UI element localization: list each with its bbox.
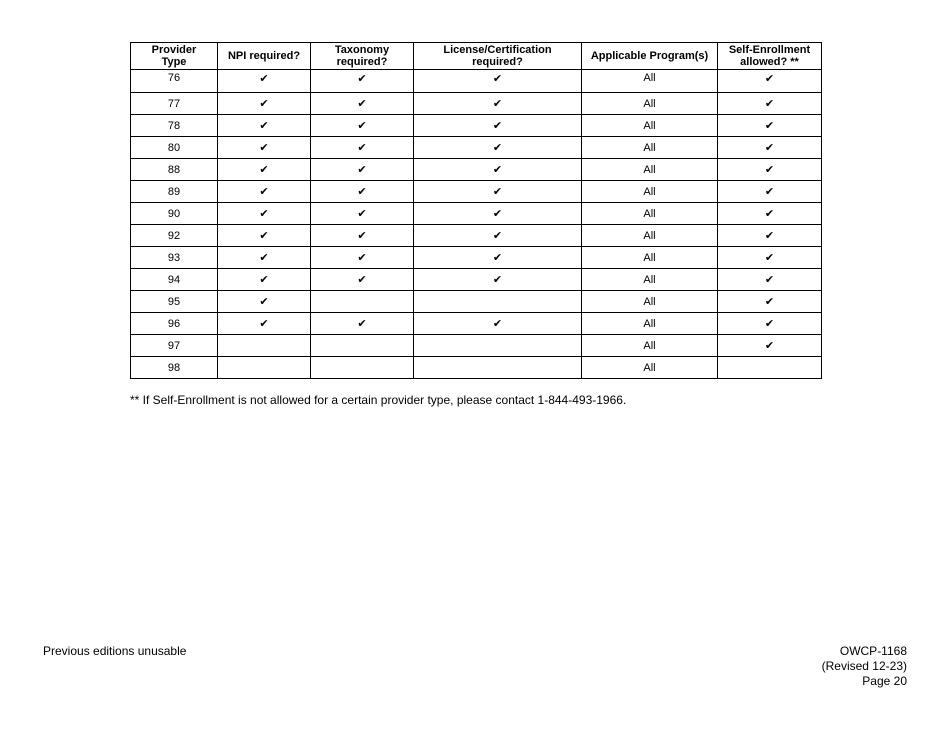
npi-required-cell (218, 335, 311, 357)
license-required-cell: ✔ (414, 159, 582, 181)
applicable-programs-cell: All (582, 93, 718, 115)
self-enrollment-cell: ✔ (718, 181, 822, 203)
self-enrollment-cell: ✔ (718, 203, 822, 225)
license-required-cell: ✔ (414, 225, 582, 247)
taxonomy-required-cell: ✔ (311, 203, 414, 225)
license-required-cell: ✔ (414, 93, 582, 115)
npi-required-cell: ✔ (218, 247, 311, 269)
header-provider-type: Provider Type (131, 43, 218, 70)
provider-type-cell: 89 (131, 181, 218, 203)
provider-type-cell: 93 (131, 247, 218, 269)
applicable-programs-cell: All (582, 181, 718, 203)
applicable-programs-cell: All (582, 313, 718, 335)
provider-type-cell: 78 (131, 115, 218, 137)
self-enrollment-cell: ✔ (718, 93, 822, 115)
header-taxonomy-required: Taxonomy required? (311, 43, 414, 70)
provider-type-cell: 95 (131, 291, 218, 313)
npi-required-cell: ✔ (218, 115, 311, 137)
license-required-cell: ✔ (414, 181, 582, 203)
license-required-cell: ✔ (414, 137, 582, 159)
applicable-programs-cell: All (582, 291, 718, 313)
page-number: Page 20 (862, 674, 907, 688)
applicable-programs-cell: All (582, 247, 718, 269)
taxonomy-required-cell: ✔ (311, 181, 414, 203)
npi-required-cell: ✔ (218, 291, 311, 313)
header-self-enrollment-allowed: Self-Enrollment allowed? ** (718, 43, 822, 70)
form-number: OWCP-1168 (839, 644, 907, 658)
npi-required-cell: ✔ (218, 159, 311, 181)
npi-required-cell: ✔ (218, 181, 311, 203)
applicable-programs-cell: All (582, 115, 718, 137)
npi-required-cell: ✔ (218, 313, 311, 335)
table-row (131, 203, 822, 225)
taxonomy-required-cell (311, 357, 414, 379)
provider-type-cell: 77 (131, 93, 218, 115)
table-row (131, 225, 822, 247)
taxonomy-required-cell (311, 291, 414, 313)
taxonomy-required-cell: ✔ (311, 70, 414, 93)
footer-form-info (822, 644, 907, 689)
footer-editions-note: Previous editions unusable (43, 644, 187, 658)
applicable-programs-cell: All (582, 203, 718, 225)
applicable-programs-cell: All (582, 225, 718, 247)
license-required-cell: ✔ (414, 203, 582, 225)
license-required-cell: ✔ (414, 115, 582, 137)
self-enrollment-cell: ✔ (718, 70, 822, 93)
table-row (131, 313, 822, 335)
self-enrollment-cell: ✔ (718, 291, 822, 313)
applicable-programs-cell: All (582, 269, 718, 291)
applicable-programs-cell: All (582, 335, 718, 357)
table-row (131, 70, 822, 93)
provider-type-cell: 90 (131, 203, 218, 225)
applicable-programs-cell: All (582, 357, 718, 379)
npi-required-cell: ✔ (218, 137, 311, 159)
table-row (131, 269, 822, 291)
self-enrollment-cell: ✔ (718, 335, 822, 357)
provider-type-cell: 98 (131, 357, 218, 379)
table-row (131, 335, 822, 357)
applicable-programs-cell: All (582, 137, 718, 159)
self-enrollment-cell: ✔ (718, 247, 822, 269)
provider-type-cell: 97 (131, 335, 218, 357)
npi-required-cell: ✔ (218, 70, 311, 93)
table-row (131, 291, 822, 313)
taxonomy-required-cell: ✔ (311, 137, 414, 159)
form-revision: (Revised 12-23) (821, 659, 907, 673)
table-row (131, 181, 822, 203)
applicable-programs-cell: All (582, 159, 718, 181)
table-row (131, 115, 822, 137)
table-row (131, 357, 822, 379)
header-npi-required: NPI required? (218, 43, 311, 70)
license-required-cell (414, 335, 582, 357)
table-row (131, 159, 822, 181)
header-applicable-programs: Applicable Program(s) (582, 43, 718, 70)
provider-type-cell: 76 (131, 70, 218, 93)
license-required-cell (414, 291, 582, 313)
table-header-row (131, 43, 822, 70)
table-row (131, 93, 822, 115)
self-enrollment-cell (718, 357, 822, 379)
npi-required-cell: ✔ (218, 203, 311, 225)
license-required-cell: ✔ (414, 269, 582, 291)
provider-type-cell: 88 (131, 159, 218, 181)
self-enrollment-cell: ✔ (718, 225, 822, 247)
provider-type-cell: 92 (131, 225, 218, 247)
taxonomy-required-cell: ✔ (311, 313, 414, 335)
license-required-cell: ✔ (414, 70, 582, 93)
provider-type-cell: 80 (131, 137, 218, 159)
taxonomy-required-cell: ✔ (311, 159, 414, 181)
taxonomy-required-cell: ✔ (311, 93, 414, 115)
provider-type-cell: 96 (131, 313, 218, 335)
self-enrollment-cell: ✔ (718, 115, 822, 137)
table-row (131, 247, 822, 269)
table-body (131, 70, 822, 379)
license-required-cell (414, 357, 582, 379)
table-row (131, 137, 822, 159)
taxonomy-required-cell (311, 335, 414, 357)
taxonomy-required-cell: ✔ (311, 269, 414, 291)
provider-type-cell: 94 (131, 269, 218, 291)
npi-required-cell (218, 357, 311, 379)
taxonomy-required-cell: ✔ (311, 115, 414, 137)
taxonomy-required-cell: ✔ (311, 225, 414, 247)
self-enrollment-cell: ✔ (718, 313, 822, 335)
npi-required-cell: ✔ (218, 269, 311, 291)
provider-type-table (130, 42, 822, 379)
self-enrollment-cell: ✔ (718, 269, 822, 291)
header-license-certification-required: License/Certification required? (414, 43, 582, 70)
self-enrollment-cell: ✔ (718, 137, 822, 159)
taxonomy-required-cell: ✔ (311, 247, 414, 269)
npi-required-cell: ✔ (218, 93, 311, 115)
footnote: ** If Self-Enrollment is not allowed for a certain provider type, please contact 1-844-493-1966. (130, 393, 627, 407)
self-enrollment-cell: ✔ (718, 159, 822, 181)
license-required-cell: ✔ (414, 313, 582, 335)
applicable-programs-cell: All (582, 70, 718, 93)
license-required-cell: ✔ (414, 247, 582, 269)
npi-required-cell: ✔ (218, 225, 311, 247)
